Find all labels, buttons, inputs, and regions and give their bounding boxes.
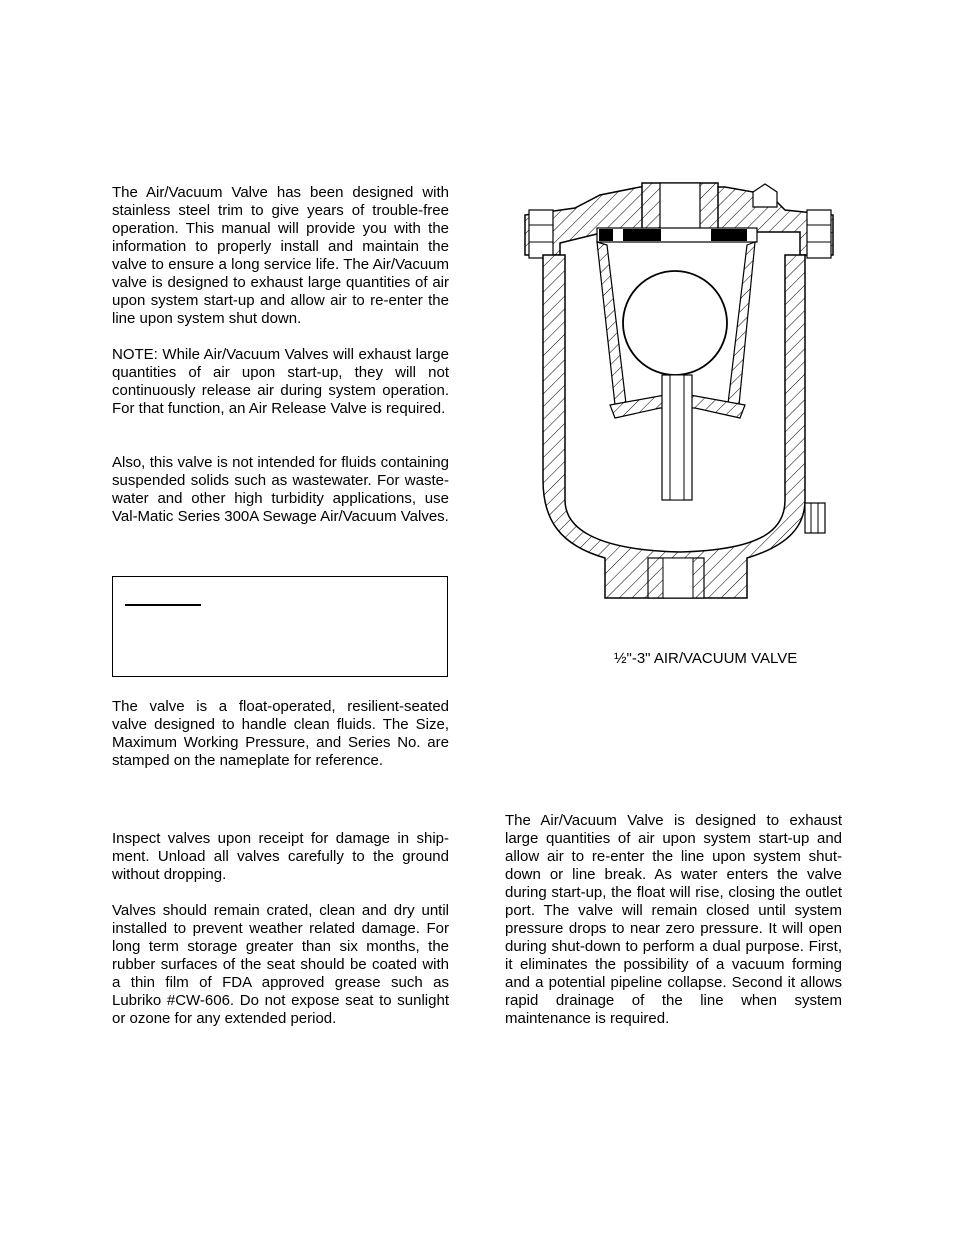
description-paragraph: The valve is a float-operated, resilient-seated valve designed to handle clean fluids. The Size, Maximum Working Pressure, and Series No. are stamped on the nameplate for reference. bbox=[112, 698, 449, 769]
note-paragraph: NOTE: While Air/Vacuum Valves will exhaust large quantities of air upon start-up, they will not continuously release air during system operation. For that function, an Air Release Valve is required. bbox=[112, 346, 449, 417]
figure-caption: ½"-3" AIR/VACUUM VALVE bbox=[614, 650, 798, 667]
valve-cross-section-drawing bbox=[515, 180, 840, 605]
warning-box bbox=[112, 576, 448, 677]
box-heading-rule bbox=[125, 604, 201, 606]
operation-paragraph: The Air/Vacuum Valve is designed to exhaust large quantities of air upon system start-up and allow air to re-enter the line upon system shut-down or line break. As water enters the valve during start-up, the float will rise, closing the outlet port. The valve will remain closed until system pressure drops to near zero pressure. It will open during shut-down to perform a dual purpose. First, it eliminates the possibility of a vacuum forming and a potential pipeline collapse. Second it allows rapid drainage of the line when system maintenance is required. bbox=[505, 812, 842, 1027]
also-paragraph: Also, this valve is not intended for fluids containing suspended solids such as wastewater. For waste-water and other high turbidity applications, use Val-Matic Series 300A Sewage Air/Vacuum Valves. bbox=[112, 454, 449, 525]
intro-paragraph: The Air/Vacuum Valve has been designed with stainless steel trim to give years of trouble-free operation. This manual will provide you with the information to properly install and maintain the valve to ensure a long service life. The Air/Vacuum valve is designed to exhaust large quantities of air upon system start-up and allow air to re-enter the line upon system shut down. bbox=[112, 184, 449, 327]
inspection-paragraph: Inspect valves upon receipt for damage in ship-ment. Unload all valves carefully to the ground without dropping. bbox=[112, 830, 449, 883]
storage-paragraph: Valves should remain crated, clean and dry until installed to prevent weather related damage. For long term storage greater than six months, the rubber surfaces of the seat should be coated with a thin film of FDA approved grease such as Lubriko #CW-606. Do not expose seat to sunlight or ozone for any extended period. bbox=[112, 902, 449, 1027]
